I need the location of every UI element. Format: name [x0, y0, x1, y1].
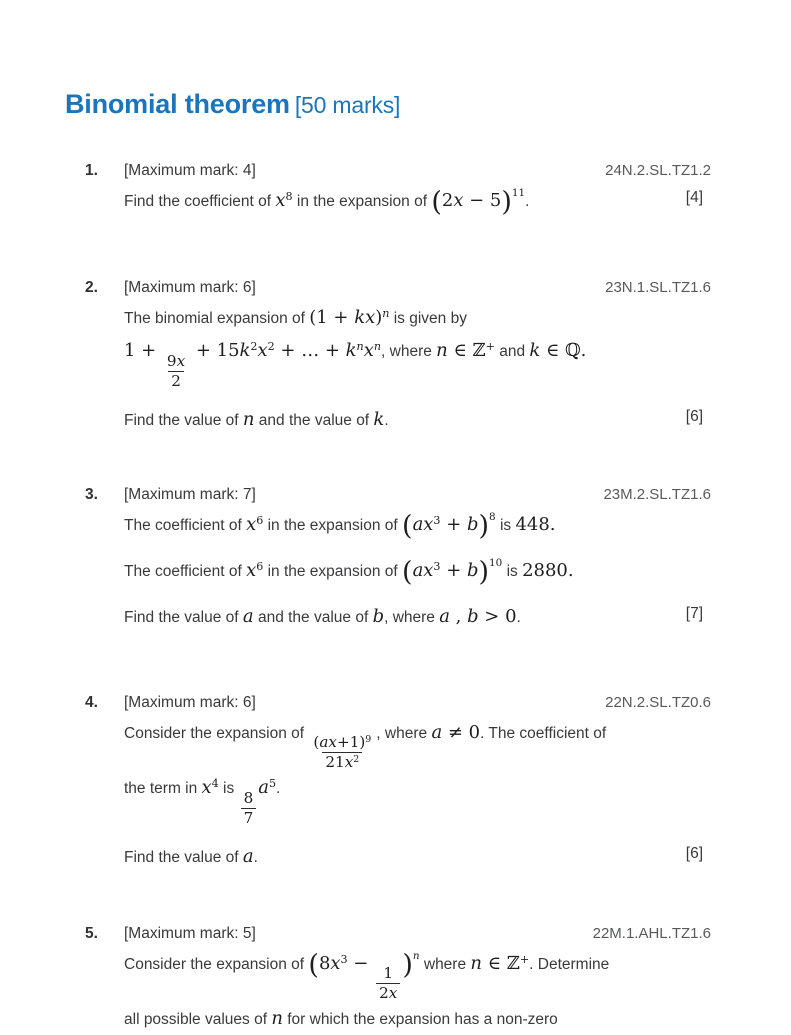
math-run: n	[271, 1008, 283, 1030]
text-run: is	[218, 780, 239, 798]
math-run: a ≠ 0	[431, 721, 481, 743]
question-ref: 22N.2.SL.TZ0.6	[605, 693, 711, 711]
text-run: .	[525, 192, 530, 210]
question-number: 1.	[85, 161, 98, 179]
text-run: is given by	[389, 309, 467, 327]
superscript: 3	[340, 952, 348, 966]
math-run: k ∈ ℚ.	[529, 340, 587, 362]
superscript: +	[485, 340, 495, 354]
text-run: Find the coefficient of	[124, 192, 276, 210]
question-item	[65, 694, 711, 873]
question-body	[65, 716, 711, 873]
question-item	[65, 925, 711, 1035]
math-run: −	[347, 952, 375, 974]
superscript: 6	[256, 560, 264, 574]
question-body	[65, 508, 711, 634]
math-run: 9x	[166, 351, 186, 370]
math-run: k	[373, 408, 385, 430]
text-run: Find the value of	[124, 609, 243, 627]
question-line	[124, 600, 711, 633]
question-ref: 22M.1.AHL.TZ1.6	[592, 924, 711, 942]
question-header	[65, 925, 711, 943]
math-run: 1 +	[124, 340, 162, 362]
question-line	[124, 508, 711, 541]
math-run: 2x − 5	[441, 189, 502, 211]
paren-glyph: (	[308, 949, 319, 981]
math-run: a , b > 0	[439, 606, 517, 628]
question-line	[124, 403, 711, 436]
text-run: Find the value of	[124, 411, 243, 429]
text-run: is	[502, 563, 523, 581]
text-run: Consider the expansion of	[124, 724, 309, 742]
marks-badge: [6]	[685, 407, 703, 425]
math-run: 2880.	[522, 560, 574, 582]
superscript: 3	[433, 560, 441, 574]
superscript: 8	[489, 510, 496, 523]
superscript: 2	[250, 340, 258, 354]
question-line	[124, 771, 711, 826]
text-run: all possible values of	[124, 1011, 272, 1029]
paren-glyph: )	[402, 949, 413, 981]
math-run: (1 + kx)$^n$	[309, 306, 390, 328]
math-run: $x^8$	[275, 189, 293, 211]
paren-glyph: (	[431, 186, 442, 217]
text-run: , where	[381, 343, 437, 361]
fraction	[376, 965, 400, 1002]
math-run: + b	[440, 513, 479, 535]
math-run: $8x^3$	[318, 952, 348, 974]
big-paren	[402, 949, 420, 981]
question-body	[65, 947, 711, 1035]
fraction-numerator	[241, 790, 257, 808]
text-run: in the expansion of	[263, 563, 403, 581]
fraction	[164, 353, 188, 390]
question-line	[124, 1002, 711, 1035]
superscript: 11	[511, 186, 526, 199]
paren-glyph: )	[501, 186, 512, 217]
paren-glyph: (	[402, 556, 413, 588]
fraction-numerator	[380, 965, 396, 983]
question-ref: 24N.2.SL.TZ1.2	[605, 161, 711, 179]
superscript: 2	[353, 753, 360, 765]
math-run: n ∈ ℤ+	[470, 952, 530, 974]
text-run: in the expansion of	[263, 516, 403, 534]
question-item	[65, 486, 711, 634]
fraction-denominator	[376, 983, 400, 1002]
math-run: 8	[243, 788, 254, 807]
text-run: , where	[376, 724, 432, 742]
math-run: + … + $k^n$	[274, 340, 364, 362]
question-body	[65, 184, 711, 217]
question-ref: 23M.2.SL.TZ1.6	[603, 485, 711, 503]
math-run: 2x	[379, 984, 398, 1003]
marks-badge: [6]	[685, 844, 703, 862]
superscript: 3	[433, 513, 441, 527]
question-line	[124, 716, 711, 771]
math-run: $21x^2$	[325, 753, 360, 772]
math-run: 448.	[515, 513, 556, 535]
text-run: . Determine	[529, 955, 610, 973]
big-paren	[478, 556, 503, 588]
math-run: n	[242, 408, 255, 430]
math-run: $x^4$	[201, 776, 219, 799]
question-line	[124, 334, 711, 389]
question-number: 4.	[85, 693, 98, 711]
question-line	[124, 184, 711, 217]
page-title	[65, 90, 711, 120]
superscript: n	[382, 306, 390, 320]
max-mark-label: [Maximum mark: 5]	[124, 924, 256, 942]
text-run: .	[253, 848, 258, 866]
questions-list	[65, 162, 711, 1035]
question-header	[65, 279, 711, 297]
marks-badge: [4]	[685, 188, 703, 206]
superscript: 2	[267, 340, 275, 354]
fraction	[310, 734, 374, 771]
text-run: is	[495, 516, 516, 534]
superscript: 10	[489, 557, 503, 570]
fraction-denominator	[168, 371, 184, 390]
max-mark-label: [Maximum mark: 6]	[124, 693, 256, 711]
paren-glyph: )	[478, 510, 490, 542]
fraction-denominator	[241, 808, 257, 827]
big-paren	[478, 510, 496, 542]
paren-glyph: )	[478, 556, 490, 588]
superscript: 4	[211, 776, 219, 790]
text-run: The coefficient of	[124, 516, 247, 534]
superscript: 6	[256, 513, 264, 527]
question-number: 3.	[85, 485, 98, 503]
question-number: 2.	[85, 278, 98, 296]
text-run: .	[276, 780, 281, 798]
math-run: a	[242, 845, 254, 867]
text-run: and	[494, 343, 530, 361]
text-run: and the value of	[254, 411, 374, 429]
question-number: 5.	[85, 924, 98, 942]
math-run: $ax^3$	[412, 513, 441, 535]
math-run: $x^6$	[246, 560, 264, 582]
superscript: 5	[268, 776, 277, 790]
math-run: $x^n$	[363, 340, 382, 362]
question-item	[65, 279, 711, 436]
math-run: n ∈ ℤ+	[436, 340, 495, 362]
superscript: n	[373, 340, 382, 354]
text-run: The binomial expansion of	[124, 309, 310, 327]
math-run: $(ax+1)^9$	[313, 733, 372, 752]
text-run: .	[384, 411, 389, 429]
math-run: 7	[243, 808, 254, 827]
text-run: in the expansion of	[292, 192, 432, 210]
text-run: for which the expansion has a non-zero	[282, 1011, 558, 1029]
math-run: b	[372, 606, 385, 628]
question-ref: 23N.1.SL.TZ1.6	[605, 278, 711, 296]
text-run: Consider the expansion of	[124, 955, 309, 973]
question-item	[65, 162, 711, 217]
question-header	[65, 486, 711, 504]
math-run: $a^5$	[258, 776, 277, 799]
math-run: $x^2$	[257, 340, 275, 362]
question-header	[65, 162, 711, 180]
text-run: .	[516, 609, 521, 627]
question-line	[124, 840, 711, 873]
text-run: The coefficient of	[124, 563, 247, 581]
big-paren	[402, 556, 413, 588]
big-paren	[501, 186, 526, 217]
math-run: 2	[171, 371, 181, 390]
big-paren	[308, 949, 319, 981]
math-run: $ax^3$	[412, 560, 441, 582]
superscript: 8	[285, 189, 293, 203]
math-run: + b	[440, 560, 479, 582]
title-marks-total: [50 marks]	[294, 92, 401, 118]
big-paren	[402, 510, 413, 542]
text-run: where	[419, 955, 471, 973]
superscript: 9	[365, 733, 372, 745]
max-mark-label: [Maximum mark: 7]	[124, 485, 256, 503]
text-run: Find the value of	[124, 848, 243, 866]
text-run: , where	[384, 609, 440, 627]
math-run: a	[242, 606, 254, 628]
math-run: $x^6$	[246, 513, 264, 535]
question-line	[124, 554, 711, 587]
big-paren	[431, 186, 442, 217]
title-text: Binomial theorem	[65, 89, 290, 119]
paren-glyph: (	[402, 510, 413, 542]
max-mark-label: [Maximum mark: 4]	[124, 161, 256, 179]
text-run: the term in	[124, 780, 202, 798]
math-run: + $15k^2$	[190, 340, 258, 362]
text-run: . The coefficient of	[480, 724, 607, 742]
question-body	[65, 301, 711, 436]
superscript: n	[356, 340, 364, 354]
fraction-denominator	[322, 752, 362, 771]
fraction-numerator	[310, 734, 374, 752]
question-header	[65, 694, 711, 712]
fraction-numerator	[164, 353, 188, 371]
text-run: and the value of	[253, 609, 373, 627]
superscript: n	[412, 949, 420, 962]
superscript: +	[519, 952, 530, 966]
marks-badge: [7]	[685, 605, 703, 623]
fraction	[241, 790, 257, 827]
question-line	[124, 947, 711, 1002]
question-line	[124, 301, 711, 334]
max-mark-label: [Maximum mark: 6]	[124, 278, 256, 296]
math-run: 1	[383, 964, 394, 983]
